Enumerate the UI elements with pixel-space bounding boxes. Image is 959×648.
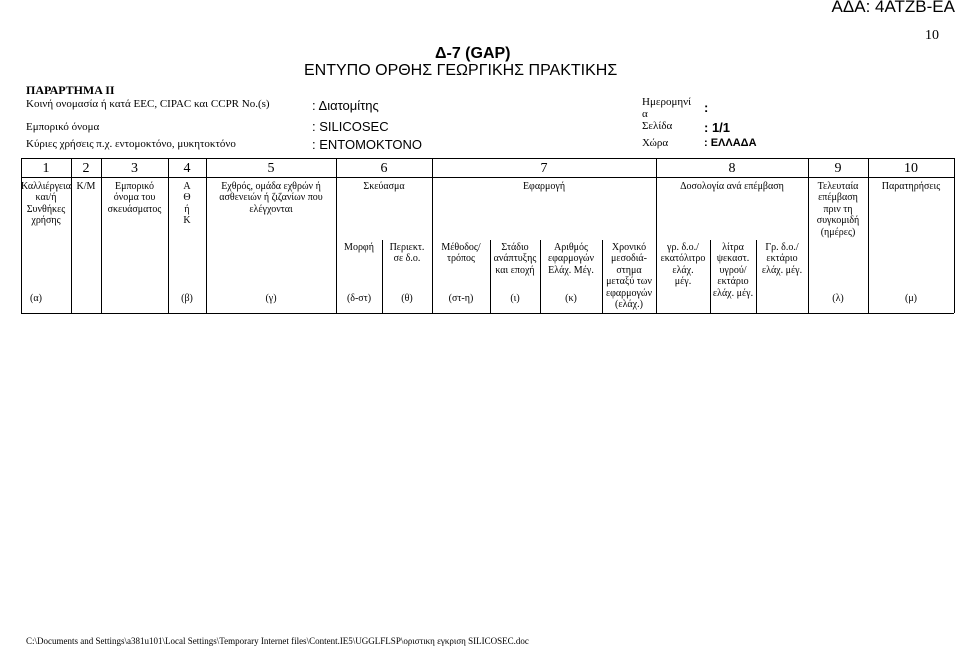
letter-b: (β)	[181, 293, 193, 304]
header-km: Κ/Μ	[76, 181, 96, 192]
header-remarks: Παρατηρήσεις	[881, 181, 941, 192]
table-top-border	[21, 158, 954, 159]
trade-name-value: : SILICOSEC	[312, 119, 389, 134]
subheader-g-per-hl: γρ. δ.ο./ εκατόλιτρο ελάχ. μέγ.	[660, 242, 706, 288]
subheader-type: Μορφή	[344, 242, 374, 253]
footer-file-path: C:\Documents and Settings\a381u101\Local Settings\Temporary Internet files\Content.IE5\UGGLFLSP\οριστικη εγκριση SILICOSEC.doc	[26, 636, 529, 646]
subheader-water-volume: λίτρα ψεκαστ. υγρού/ εκτάριο ελάχ. μέγ.	[712, 242, 754, 299]
trade-name-label: Εμπορικό όνομα	[26, 121, 100, 133]
date-label: Ημερομηνί	[642, 96, 692, 108]
letter-m: (μ)	[904, 293, 918, 304]
page-value: : 1/1	[704, 120, 731, 135]
letter-d-st: (δ-στ)	[346, 293, 372, 304]
column-number: 6	[380, 161, 388, 176]
form-code: Δ-7 (GAP)	[435, 45, 511, 62]
subheader-method: Μέθοδος/ τρόπος	[441, 242, 481, 265]
table-header-bottom-border	[21, 313, 954, 314]
letter-a: (α)	[30, 293, 42, 304]
annex-label: ΠΑΡΑΡΤΗΜΑ ΙΙ	[26, 83, 115, 97]
subheader-interval: Χρονικό μεσοδιά- στημα μεταξύ των εφαρμογών (ελάχ.)	[605, 242, 653, 311]
letter-st-h: (στ-η)	[448, 293, 474, 304]
letter-g: (γ)	[265, 293, 277, 304]
column-number: 3	[131, 161, 138, 176]
date-value: :	[704, 100, 709, 115]
header-agk: Α Θ ή Κ	[183, 181, 191, 227]
column-number: 7	[540, 161, 548, 176]
subheader-number-of-applications: Αριθμός εφαρμογών Ελάχ. Μέγ.	[547, 242, 595, 276]
common-name-value: : Διατομίτης	[312, 98, 379, 113]
main-uses-label: Κύριες χρήσεις π.χ. εντομοκτόνο, μυκητοκτόνο	[26, 138, 236, 150]
header-application: Εφαρμογή	[522, 181, 566, 192]
header-crop: Καλλιέργεια και/ή Συνθήκες χρήσης	[21, 181, 71, 227]
header-formulation: Σκεύασμα	[363, 181, 405, 192]
subheader-g-per-ha: Γρ. δ.ο./ εκτάριο ελάχ. μέγ.	[761, 242, 803, 276]
subheader-growth-stage: Στάδιο ανάπτυξης και εποχή	[493, 242, 537, 276]
page-label: Σελίδα	[642, 120, 673, 132]
letter-i: (ι)	[510, 293, 520, 304]
column-number: 1	[42, 161, 50, 176]
header-phi: Τελευταία επέμβαση πριν τη συγκομιδή (ημέρες)	[816, 181, 860, 238]
common-name-label: Κοινή ονομασία ή κατά EEC, CIPAC και CCPR No.(s)	[26, 98, 270, 110]
letter-k: (κ)	[565, 293, 577, 304]
column-number: 10	[904, 161, 918, 176]
column-number: 4	[183, 161, 191, 176]
column-number: 2	[82, 161, 90, 176]
country-value: : ΕΛΛΑΔΑ	[704, 137, 757, 149]
letter-l: (λ)	[832, 293, 844, 304]
header-dosage: Δοσολογία ανά επέμβαση	[680, 181, 784, 192]
subheader-concentration: Περιεκτ. σε δ.ο.	[389, 242, 425, 265]
main-uses-value: : ΕΝΤΟΜΟΚΤΟΝΟ	[312, 137, 423, 152]
column-number: 9	[834, 161, 842, 176]
date-label-cont: α	[642, 108, 648, 120]
header-pest: Εχθρός, ομάδα εχθρών ή ασθενειών ή ζιζανίων που ελέγχονται	[219, 181, 323, 215]
ada-stamp: ΑΔΑ: 4ΑΤΖΒ-ΕΑ	[831, 0, 955, 16]
column-number: 5	[267, 161, 275, 176]
letter-th: (θ)	[401, 293, 413, 304]
country-label: Χώρα	[642, 137, 669, 149]
column-number-row-border	[21, 177, 954, 178]
page-number: 10	[925, 28, 939, 43]
form-title: ΕΝΤΥΠΟ ΟΡΘΗΣ ΓΕΩΡΓΙΚΗΣ ΠΡΑΚΤΙΚΗΣ	[304, 62, 618, 79]
header-trade-name: Εμπορικό όνομα του σκευάσματος	[107, 181, 162, 215]
column-number: 8	[728, 161, 736, 176]
